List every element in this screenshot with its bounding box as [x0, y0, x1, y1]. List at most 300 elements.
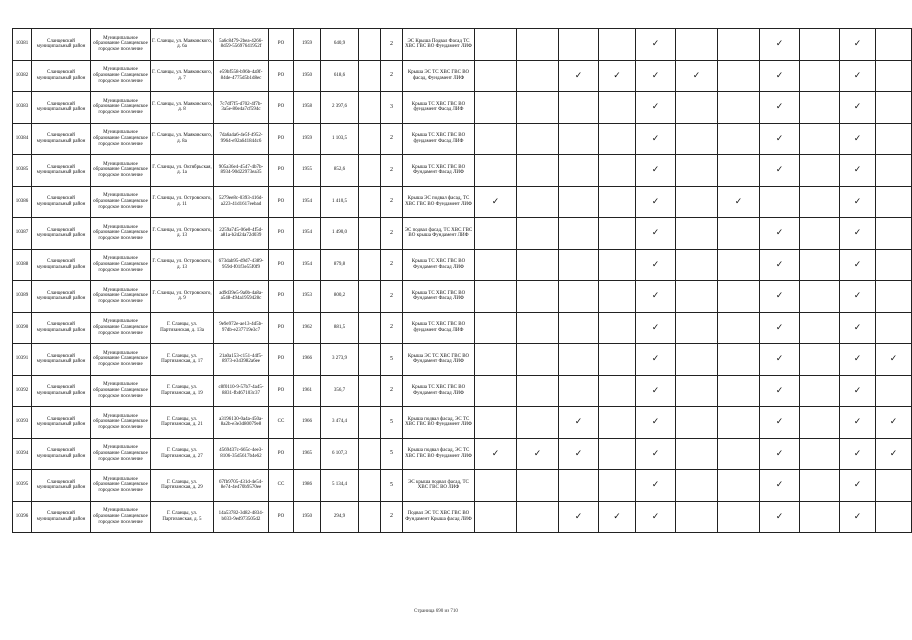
row-id: 10386 [13, 186, 32, 218]
checkmark-icon: ✓ [775, 164, 784, 175]
checkmark-icon: ✓ [651, 164, 660, 175]
work-check-cell [636, 123, 676, 155]
work-check-cell [517, 438, 559, 470]
work-check-cell [517, 470, 559, 502]
repair-works: Крыша ТС ХВС ГВС ВО Фундамент Фасад ЛИФ [403, 375, 475, 407]
work-check-cell [876, 312, 912, 344]
checkmark-icon: ✓ [889, 353, 898, 364]
ownership-type: РО [269, 249, 294, 281]
work-check-cell [636, 60, 676, 92]
checkmark-icon: ✓ [775, 258, 784, 269]
house-code: 905a36e4-4547-4b7b-8934-90d22973ea35 [214, 155, 269, 187]
blank-cell [359, 218, 381, 250]
row-id: 10384 [13, 123, 32, 155]
blank-cell [359, 407, 381, 439]
row-id: 10383 [13, 92, 32, 124]
municipality-name: Муниципальное образование Сланцевское городское поселение [91, 501, 151, 533]
municipality-name: Муниципальное образование Сланцевское городское поселение [91, 155, 151, 187]
repair-works: Крыша ТС ХВС ГВС ВО фундамент Фасад ЛИФ [403, 123, 475, 155]
ownership-type: РО [269, 375, 294, 407]
registry-table [12, 28, 912, 533]
row-id: 10396 [13, 501, 32, 533]
floor-count: 2 [381, 186, 403, 218]
build-year: 1958 [294, 92, 321, 124]
blank-cell [359, 501, 381, 533]
work-check-cell [840, 470, 876, 502]
checkmark-icon: ✓ [775, 69, 784, 80]
work-check-cell [676, 123, 718, 155]
work-check-cell [475, 344, 517, 376]
table-row [13, 470, 912, 502]
checkmark-icon: ✓ [651, 321, 660, 332]
work-check-cell [559, 438, 599, 470]
district-name: Сланцевский муниципальный район [32, 29, 91, 61]
work-check-cell [599, 123, 636, 155]
work-check-cell [876, 29, 912, 61]
work-check-cell [517, 218, 559, 250]
total-area: 1 103,5 [321, 123, 359, 155]
work-check-cell [676, 281, 718, 313]
work-check-cell [840, 375, 876, 407]
work-check-cell [840, 438, 876, 470]
row-id: 10394 [13, 438, 32, 470]
table-row [13, 218, 912, 250]
work-check-cell [559, 123, 599, 155]
checkmark-icon: ✓ [651, 290, 660, 301]
work-check-cell [599, 60, 636, 92]
checkmark-icon: ✓ [853, 164, 862, 175]
checkmark-icon: ✓ [692, 69, 701, 80]
work-check-cell [475, 375, 517, 407]
house-address: Г. Сланцы, ул. Маяковского, д. 7 [151, 60, 214, 92]
page-footer: Страница 690 из 710 [414, 609, 458, 614]
checkmark-icon: ✓ [651, 38, 660, 49]
work-check-cell [599, 344, 636, 376]
work-check-cell [760, 186, 800, 218]
work-check-cell [599, 249, 636, 281]
work-check-cell [876, 60, 912, 92]
work-check-cell [760, 60, 800, 92]
floor-count: 5 [381, 407, 403, 439]
total-area: 640,9 [321, 29, 359, 61]
checkmark-icon: ✓ [651, 227, 660, 238]
blank-cell [359, 155, 381, 187]
house-address: Г. Сланцы, ул. Маяковского, д. 8а [151, 123, 214, 155]
work-check-cell [800, 29, 840, 61]
work-check-cell [475, 501, 517, 533]
work-check-cell [475, 60, 517, 92]
total-area: 800,2 [321, 281, 359, 313]
ownership-type: РО [269, 186, 294, 218]
floor-count: 2 [381, 155, 403, 187]
checkmark-icon: ✓ [775, 101, 784, 112]
district-name: Сланцевский муниципальный район [32, 407, 91, 439]
work-check-cell [840, 312, 876, 344]
work-check-cell [599, 29, 636, 61]
work-check-cell [760, 438, 800, 470]
work-check-cell [517, 60, 559, 92]
ownership-type: СС [269, 470, 294, 502]
row-id: 10390 [13, 312, 32, 344]
house-code: 14a53782-3d82-4834-b033-9ed973505d2 [214, 501, 269, 533]
work-check-cell [517, 312, 559, 344]
blank-cell [359, 249, 381, 281]
row-id: 10382 [13, 60, 32, 92]
checkmark-icon: ✓ [574, 447, 583, 458]
work-check-cell [840, 29, 876, 61]
work-check-cell [876, 92, 912, 124]
municipality-name: Муниципальное образование Сланцевское городское поселение [91, 29, 151, 61]
checkmark-icon: ✓ [651, 195, 660, 206]
work-check-cell [876, 375, 912, 407]
build-year: 1961 [294, 375, 321, 407]
checkmark-icon: ✓ [853, 38, 862, 49]
floor-count: 2 [381, 218, 403, 250]
house-code: 7c7df7f5-d702-4f7b-3a5e-80e4a7cf594c [214, 92, 269, 124]
blank-cell [359, 29, 381, 61]
work-check-cell [636, 344, 676, 376]
checkmark-icon: ✓ [853, 353, 862, 364]
work-check-cell [800, 344, 840, 376]
district-name: Сланцевский муниципальный район [32, 312, 91, 344]
house-code: 5279ee8c-0393-416d-a223-41d1617eebad [214, 186, 269, 218]
work-check-cell [517, 92, 559, 124]
floor-count: 2 [381, 281, 403, 313]
work-check-cell [760, 249, 800, 281]
house-code: a3196130-0a4a-450a-8a2b-e3e3d80079e8 [214, 407, 269, 439]
work-check-cell [718, 375, 760, 407]
municipality-name: Муниципальное образование Сланцевское городское поселение [91, 123, 151, 155]
house-code: 21a0a153-c151-44f5-8973-e343982a6ee [214, 344, 269, 376]
work-check-cell [840, 281, 876, 313]
municipality-name: Муниципальное образование Сланцевское городское поселение [91, 218, 151, 250]
checkmark-icon: ✓ [775, 227, 784, 238]
floor-count: 2 [381, 312, 403, 344]
work-check-cell [676, 29, 718, 61]
work-check-cell [718, 470, 760, 502]
house-code: 673dab95-d9d7-4389-959d-f01f3e55f0f9 [214, 249, 269, 281]
build-year: 1950 [294, 60, 321, 92]
work-check-cell [800, 375, 840, 407]
blank-cell [359, 312, 381, 344]
work-check-cell [559, 186, 599, 218]
checkmark-icon: ✓ [853, 132, 862, 143]
checkmark-icon: ✓ [533, 447, 542, 458]
district-name: Сланцевский муниципальный район [32, 92, 91, 124]
work-check-cell [676, 312, 718, 344]
checkmark-icon: ✓ [853, 195, 862, 206]
checkmark-icon: ✓ [775, 510, 784, 521]
work-check-cell [599, 218, 636, 250]
blank-cell [359, 60, 381, 92]
work-check-cell [760, 29, 800, 61]
repair-works: Крыша подвал фасад, ЭС ТС ХВС ГВС ВО Фундамент ЛИФ [403, 407, 475, 439]
row-id: 10385 [13, 155, 32, 187]
district-name: Сланцевский муниципальный район [32, 344, 91, 376]
total-area: 356,7 [321, 375, 359, 407]
work-check-cell [475, 312, 517, 344]
district-name: Сланцевский муниципальный район [32, 470, 91, 502]
checkmark-icon: ✓ [775, 132, 784, 143]
work-check-cell [475, 281, 517, 313]
work-check-cell [876, 281, 912, 313]
table-row [13, 344, 912, 376]
checkmark-icon: ✓ [734, 195, 743, 206]
row-id: 10392 [13, 375, 32, 407]
house-address: Г. Сланцы, ул. Партизанская, д. 5 [151, 501, 214, 533]
work-check-cell [840, 186, 876, 218]
row-id: 10388 [13, 249, 32, 281]
checkmark-icon: ✓ [775, 321, 784, 332]
work-check-cell [718, 92, 760, 124]
floor-count: 2 [381, 123, 403, 155]
repair-works: Крыша ТС ХВС ГВС ВО фундамент Фасад ЛИФ [403, 92, 475, 124]
work-check-cell [517, 123, 559, 155]
blank-cell [359, 470, 381, 502]
work-check-cell [876, 155, 912, 187]
municipality-name: Муниципальное образование Сланцевское городское поселение [91, 438, 151, 470]
work-check-cell [800, 60, 840, 92]
repair-works: Крыша ЭС ТС ХВС ГВС ВО фасад, Фундамент ЛИФ [403, 60, 475, 92]
work-check-cell [517, 344, 559, 376]
work-check-cell [636, 407, 676, 439]
build-year: 1966 [294, 344, 321, 376]
registry-rows [13, 29, 912, 533]
work-check-cell [760, 501, 800, 533]
floor-count: 2 [381, 249, 403, 281]
work-check-cell [718, 501, 760, 533]
blank-cell [359, 375, 381, 407]
work-check-cell [840, 92, 876, 124]
table-row [13, 407, 912, 439]
build-year: 1962 [294, 312, 321, 344]
work-check-cell [475, 438, 517, 470]
work-check-cell [559, 375, 599, 407]
house-code: 67fb9705-431d-4e54-8e74-4e470b9570ee [214, 470, 269, 502]
house-address: Г. Сланцы, ул. Партизанская, д. 29 [151, 470, 214, 502]
house-code: 9e9e972e-ae13-4d5b-97db-e237719e3c7 [214, 312, 269, 344]
municipality-name: Муниципальное образование Сланцевское городское поселение [91, 249, 151, 281]
work-check-cell [840, 123, 876, 155]
checkmark-icon: ✓ [574, 69, 583, 80]
repair-works: Крыша ТС ХВС ГВС ВО Фундамент Фасад ЛИФ [403, 155, 475, 187]
municipality-name: Муниципальное образование Сланцевское городское поселение [91, 186, 151, 218]
build-year: 1950 [294, 501, 321, 533]
work-check-cell [559, 407, 599, 439]
ownership-type: РО [269, 92, 294, 124]
checkmark-icon: ✓ [775, 384, 784, 395]
ownership-type: РО [269, 344, 294, 376]
build-year: 1959 [294, 123, 321, 155]
work-check-cell [517, 155, 559, 187]
municipality-name: Муниципальное образование Сланцевское городское поселение [91, 281, 151, 313]
checkmark-icon: ✓ [613, 69, 621, 80]
work-check-cell [559, 281, 599, 313]
work-check-cell [840, 155, 876, 187]
work-check-cell [800, 407, 840, 439]
repair-works: Крыша ЭС подвал фасад, ТС ХВС ГВС ВО Фундамент ЛИФ [403, 186, 475, 218]
work-check-cell [718, 249, 760, 281]
work-check-cell [800, 312, 840, 344]
checkmark-icon: ✓ [853, 321, 862, 332]
work-check-cell [800, 249, 840, 281]
checkmark-icon: ✓ [853, 416, 862, 427]
work-check-cell [800, 470, 840, 502]
blank-cell [359, 186, 381, 218]
checkmark-icon: ✓ [651, 101, 660, 112]
work-check-cell [676, 92, 718, 124]
district-name: Сланцевский муниципальный район [32, 501, 91, 533]
build-year: 1954 [294, 249, 321, 281]
work-check-cell [475, 186, 517, 218]
municipality-name: Муниципальное образование Сланцевское городское поселение [91, 375, 151, 407]
house-code: 5a6c8479-2bea-4266-8d59-55697641952f [214, 29, 269, 61]
work-check-cell [517, 501, 559, 533]
work-check-cell [636, 186, 676, 218]
work-check-cell [636, 438, 676, 470]
work-check-cell [676, 249, 718, 281]
floor-count: 2 [381, 60, 403, 92]
repair-works: ЭС крыша подвал фасад, ТС ХВС ГВС ВО ЛИФ [403, 470, 475, 502]
house-address: Г. Сланцы, ул. Партизанская, д. 21 [151, 407, 214, 439]
municipality-name: Муниципальное образование Сланцевское городское поселение [91, 470, 151, 502]
build-year: 1959 [294, 29, 321, 61]
work-check-cell [718, 218, 760, 250]
work-check-cell [559, 92, 599, 124]
work-check-cell [876, 470, 912, 502]
house-address: Г. Сланцы, ул. Островского, д. 13 [151, 249, 214, 281]
build-year: 1965 [294, 438, 321, 470]
checkmark-icon: ✓ [853, 447, 862, 458]
work-check-cell [559, 60, 599, 92]
work-check-cell [517, 29, 559, 61]
work-check-cell [599, 501, 636, 533]
work-check-cell [517, 407, 559, 439]
district-name: Сланцевский муниципальный район [32, 249, 91, 281]
work-check-cell [718, 407, 760, 439]
work-check-cell [718, 312, 760, 344]
checkmark-icon: ✓ [775, 479, 784, 490]
row-id: 10387 [13, 218, 32, 250]
repair-works: Крыша ТС ХВС ГВС ВО фундамент Фасад ЛИФ [403, 312, 475, 344]
district-name: Сланцевский муниципальный район [32, 281, 91, 313]
work-check-cell [718, 281, 760, 313]
ownership-type: РО [269, 29, 294, 61]
work-check-cell [599, 375, 636, 407]
work-check-cell [636, 218, 676, 250]
work-check-cell [599, 155, 636, 187]
house-address: Г. Сланцы, ул. Островского, д. 13 [151, 218, 214, 250]
work-check-cell [760, 123, 800, 155]
work-check-cell [800, 155, 840, 187]
total-area: 1 490,0 [321, 218, 359, 250]
work-check-cell [800, 281, 840, 313]
work-check-cell [599, 312, 636, 344]
work-check-cell [876, 344, 912, 376]
work-check-cell [718, 123, 760, 155]
build-year: 1954 [294, 186, 321, 218]
build-year: 1955 [294, 155, 321, 187]
table-row [13, 249, 912, 281]
municipality-name: Муниципальное образование Сланцевское городское поселение [91, 60, 151, 92]
work-check-cell [876, 249, 912, 281]
work-check-cell [636, 501, 676, 533]
district-name: Сланцевский муниципальный район [32, 60, 91, 92]
district-name: Сланцевский муниципальный район [32, 438, 91, 470]
work-check-cell [599, 407, 636, 439]
total-area: 1 410,5 [321, 186, 359, 218]
table-row [13, 186, 912, 218]
ownership-type: РО [269, 312, 294, 344]
house-code: 2259a745-06e0-4f5d-a81a-b2d24a72d039 [214, 218, 269, 250]
work-check-cell [676, 375, 718, 407]
house-code: c8f0110-9-57b7-4a45-8831-fb467103c37 [214, 375, 269, 407]
total-area: 5 134,4 [321, 470, 359, 502]
work-check-cell [800, 218, 840, 250]
checkmark-icon: ✓ [853, 69, 862, 80]
work-check-cell [718, 29, 760, 61]
work-check-cell [840, 407, 876, 439]
floor-count: 5 [381, 344, 403, 376]
work-check-cell [676, 186, 718, 218]
total-area: 618,6 [321, 60, 359, 92]
blank-cell [359, 92, 381, 124]
ownership-type: РО [269, 501, 294, 533]
total-area: 6 107,3 [321, 438, 359, 470]
table-row [13, 60, 912, 92]
house-address: Г. Сланцы, ул. Островского, д. 9 [151, 281, 214, 313]
ownership-type: РО [269, 123, 294, 155]
ownership-type: РО [269, 281, 294, 313]
checkmark-icon: ✓ [853, 290, 862, 301]
repair-works: ЭС Крыша Подвал Фасад ТС ХВС ГВС ВО Фундамент ЛИФ [403, 29, 475, 61]
checkmark-icon: ✓ [574, 510, 583, 521]
work-check-cell [517, 186, 559, 218]
municipality-name: Муниципальное образование Сланцевское городское поселение [91, 344, 151, 376]
work-check-cell [876, 501, 912, 533]
house-code: e59bf558-b96b-4a9f-84de-4775d5b1d8ec [214, 60, 269, 92]
build-year: 1966 [294, 407, 321, 439]
work-check-cell [718, 155, 760, 187]
checkmark-icon: ✓ [853, 384, 862, 395]
repair-works: Крыша ЭС ТС ХВС ГВС ВО Фундамент Фасад ЛИФ [403, 344, 475, 376]
work-check-cell [676, 407, 718, 439]
work-check-cell [718, 186, 760, 218]
floor-count: 5 [381, 438, 403, 470]
floor-count: 5 [381, 470, 403, 502]
table-row [13, 29, 912, 61]
work-check-cell [636, 375, 676, 407]
total-area: 294,9 [321, 501, 359, 533]
checkmark-icon: ✓ [775, 416, 784, 427]
work-check-cell [760, 281, 800, 313]
blank-cell [359, 438, 381, 470]
checkmark-icon: ✓ [651, 479, 660, 490]
work-check-cell [517, 281, 559, 313]
work-check-cell [876, 438, 912, 470]
work-check-cell [559, 312, 599, 344]
checkmark-icon: ✓ [889, 447, 898, 458]
row-id: 10381 [13, 29, 32, 61]
house-address: Г. Сланцы, ул. Маяковского, д. 6а [151, 29, 214, 61]
table-row [13, 123, 912, 155]
municipality-name: Муниципальное образование Сланцевское городское поселение [91, 312, 151, 344]
house-address: Г. Сланцы, ул. Партизанская, д. 13а [151, 312, 214, 344]
work-check-cell [718, 60, 760, 92]
work-check-cell [599, 92, 636, 124]
repair-works: ЭС подвал фасад, ТС ХВС ГВС ВО крыша Фундамент ЛИФ [403, 218, 475, 250]
work-check-cell [676, 344, 718, 376]
